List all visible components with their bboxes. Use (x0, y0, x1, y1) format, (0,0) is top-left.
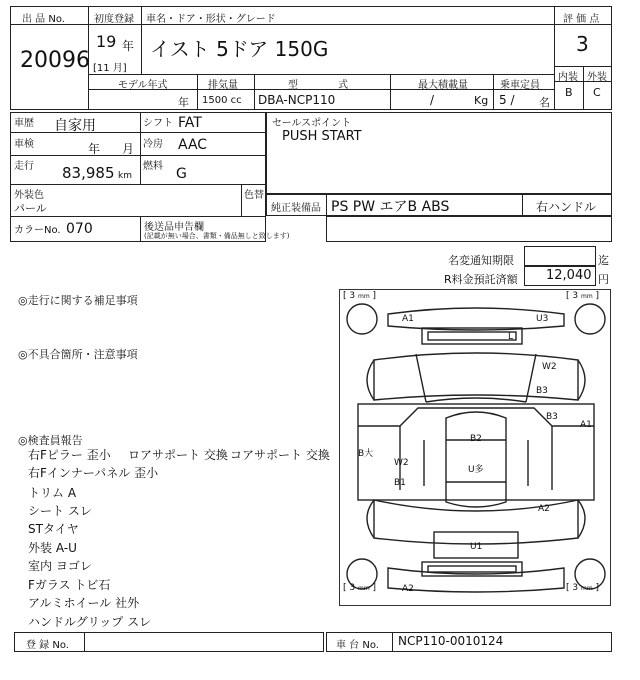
max-load-unit: Kg (474, 94, 489, 107)
later-parts-note: (記載が無い場合、書類・備品無しと致します) (144, 232, 290, 240)
name-change-unit: 迄 (598, 254, 609, 267)
driving-notes-title: ◎走行に関する補足事項 (18, 294, 138, 307)
exterior-grade: C (593, 86, 601, 99)
exterior-label: 外装 (587, 72, 607, 83)
sales-point: PUSH START (282, 129, 362, 144)
damage-mark: B2 (470, 434, 482, 444)
equipment-label: 純正装備品 (271, 203, 321, 214)
damage-mark: A1 (402, 314, 414, 324)
first-reg-year: 19 (96, 32, 117, 51)
mileage: 83,985 (62, 164, 115, 182)
displacement: 1500 cc (202, 95, 242, 106)
inspector-title: ◎検査員報告 (18, 434, 83, 447)
name-change-label: 名変通知期限 (448, 254, 514, 267)
interior-grade: B (565, 86, 573, 99)
fuel: G (176, 166, 187, 182)
mileage-label: 走行 (14, 161, 34, 172)
inspection-year: 年 (88, 142, 101, 156)
color-no-label: カラーNo. (14, 225, 61, 236)
capacity-label: 乗車定員 (500, 80, 540, 91)
tire-mark-fl: [ 3 mm ] (343, 291, 377, 301)
fuel-label: 燃料 (143, 161, 163, 172)
equipment: PS PW エアB ABS (331, 199, 450, 215)
tire-mark-rr: [ 3 mm ] (566, 583, 600, 593)
capacity-unit: 名 (539, 96, 550, 109)
lot-no: 20096 (20, 48, 90, 73)
damage-mark: B大 (358, 449, 374, 459)
report-line: 室内 ヨゴレ (28, 559, 92, 573)
car-name: イスト 5ドア 150G (150, 37, 329, 61)
inspection-label: 車検 (14, 139, 34, 150)
report-line: ロアサポート 交換 (128, 448, 228, 462)
damage-mark: W2 (394, 458, 409, 468)
first-reg-year-unit: 年 (122, 39, 135, 53)
history: 自家用 (54, 118, 96, 134)
displacement-label: 排気量 (208, 80, 238, 91)
color: パール (14, 202, 47, 215)
damage-mark: B1 (394, 478, 406, 488)
chassis-no-label: 車 台 No. (336, 640, 379, 651)
reg-no-label: 登 録 No. (26, 640, 69, 651)
name-change-field (524, 246, 596, 266)
recycle-amount: 12,040 (546, 268, 592, 283)
tire-mark-rl: [ 3 mm ] (343, 583, 377, 593)
damage-mark: U3 (536, 314, 549, 324)
car-name-label: 車名・ドア・形状・グレード (146, 14, 276, 25)
damage-mark: W2 (542, 362, 557, 372)
inspection-month: 月 (122, 142, 135, 156)
max-load-slash: / (430, 93, 435, 107)
sales-point-label: セールスポイント (272, 118, 352, 129)
report-line: Fガラス トビ石 (28, 578, 111, 592)
defects-title: ◎不具合箇所・注意事項 (18, 348, 138, 361)
later-parts-label: 後送品申告欄 (144, 222, 204, 233)
damage-mark: A1 (580, 420, 592, 430)
report-line: シート スレ (28, 504, 92, 518)
report-line: アルミホイール 社外 (28, 596, 140, 610)
report-line: STタイヤ (28, 522, 79, 536)
damage-mark: A2 (538, 504, 550, 514)
damage-mark: L (508, 332, 514, 342)
model-year-label: モデル年式 (118, 80, 168, 91)
damage-mark: U1 (470, 542, 483, 552)
mileage-unit: km (118, 171, 132, 181)
color-change-label: 色替 (244, 190, 264, 201)
shift-label: シフト (143, 118, 173, 129)
car-diagram (339, 289, 611, 606)
recycle-label: R料金預託済額 (444, 273, 518, 286)
damage-mark: B3 (536, 386, 548, 396)
capacity-value: 5 / (499, 93, 515, 107)
shift: FAT (178, 115, 202, 131)
report-line: トリム A (28, 486, 77, 500)
recycle-unit: 円 (598, 273, 609, 286)
model-label: 型 式 (288, 80, 348, 91)
report-line: ハンドルグリップ スレ (28, 615, 152, 629)
max-load-label: 最大積載量 (418, 80, 468, 91)
report-line: コアサポート 交換 (230, 448, 330, 462)
interior-label: 内装 (558, 72, 578, 83)
first-reg-label: 初度登録 (94, 14, 134, 25)
score: 3 (576, 32, 589, 56)
model-year-unit: 年 (178, 96, 189, 109)
report-line: 右Fピラー 歪小 (28, 448, 111, 462)
damage-mark: U多 (468, 465, 484, 475)
damage-mark: B3 (546, 412, 558, 422)
chassis-no: NCP110-0010124 (398, 634, 504, 648)
ac-label: 冷房 (143, 139, 163, 150)
damage-mark: A2 (402, 584, 414, 594)
tire-mark-fr: [ 3 mm ] (566, 291, 600, 301)
score-label: 評 価 点 (563, 14, 600, 25)
model-code: DBA-NCP110 (258, 93, 336, 107)
first-reg-month: [11 月] (93, 63, 127, 74)
handle-position: 右ハンドル (536, 200, 597, 214)
report-line: 外装 A-U (28, 541, 77, 555)
color-no: 070 (66, 221, 93, 237)
lot-no-label: 出 品 No. (22, 14, 65, 25)
report-line: 右Fインナーパネル 歪小 (28, 466, 159, 480)
ac: AAC (178, 137, 208, 153)
car-outline (340, 290, 612, 607)
color-label: 外装色 (14, 190, 44, 201)
history-label: 車歴 (14, 118, 34, 129)
